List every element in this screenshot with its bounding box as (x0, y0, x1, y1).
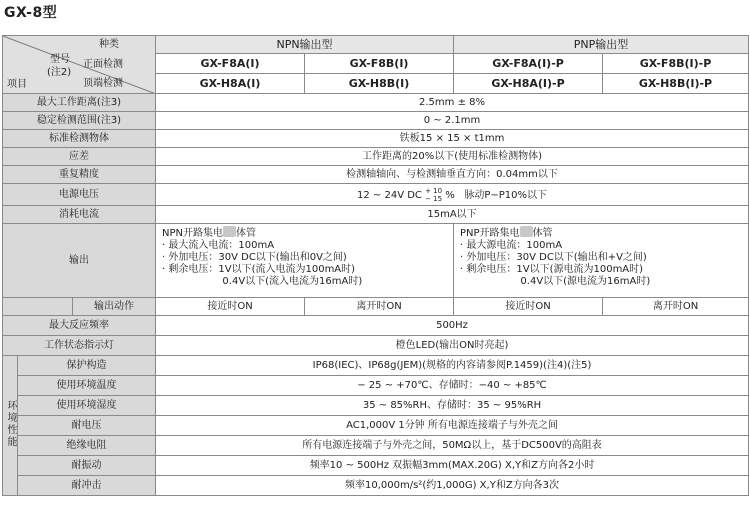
env-label-3: 使用环境湿度 (18, 396, 156, 416)
top-model-4: GX-H8B(I)-P (603, 74, 749, 94)
env-label-4: 耐电压 (18, 416, 156, 436)
current-value: 15mA以下 (156, 206, 749, 224)
pnp-header: PNP输出型 (454, 36, 749, 54)
front-model-1: GX-F8A(I) (156, 54, 305, 74)
env-label-6: 耐振动 (18, 456, 156, 476)
indicator-value: 橙色LED(输出ON时亮起) (156, 336, 749, 356)
top-detect-label: 顶端检测 (83, 78, 123, 89)
repeat-value: 检测轴轴向、与检测轴垂直方向：0.04mm以下 (156, 166, 749, 184)
env-value-7: 频率10,000m/s²(约1,000G) X,Y和Z方向各3次 (156, 476, 749, 496)
top-model-1: GX-H8A(I) (156, 74, 305, 94)
stable-range-value: 0 ~ 2.1mm (156, 112, 749, 130)
hysteresis-value: 工作距离的20%以下(使用标准检测物体) (156, 148, 749, 166)
header-corner (3, 36, 156, 94)
operation-label: 输出动作 (73, 298, 156, 316)
response-value: 500Hz (156, 316, 749, 336)
front-detect-label: 正面检测 (83, 59, 123, 70)
supply-voltage: 12 ~ 24V DC (357, 189, 422, 201)
page-title: GX-8型 (4, 5, 58, 21)
spec-table (2, 35, 749, 496)
model-label: 型号 (50, 54, 70, 65)
item-label: 项目 (7, 79, 27, 90)
env-value-4: AC1,000V 1分钟 所有电源连接端子与外壳之间 (156, 416, 749, 436)
env-label-5: 绝缘电阻 (18, 436, 156, 456)
top-model-2: GX-H8B(I) (305, 74, 454, 94)
hysteresis-label: 应差 (3, 148, 156, 166)
indicator-label: 工作状态指示灯 (3, 336, 156, 356)
supply-tolerance: + 10 − 15 (425, 186, 443, 203)
repeat-label: 重复精度 (3, 166, 156, 184)
env-label-7: 耐冲击 (18, 476, 156, 496)
env-value-5: 所有电源连接端子与外壳之间，50MΩ以上，基于DC500V的高阻表 (156, 436, 749, 456)
env-label-2: 使用环境温度 (18, 376, 156, 396)
env-value-3: 35 ~ 85%RH、存储时：35 ~ 95%RH (156, 396, 749, 416)
npn-header: NPN输出型 (156, 36, 454, 54)
supply-value (156, 184, 749, 206)
note-label: (注2) (47, 67, 72, 78)
operation-value-4: 离开时ON (603, 298, 749, 316)
front-model-2: GX-F8B(I) (305, 54, 454, 74)
operation-value-3: 接近时ON (454, 298, 603, 316)
supply-label: 电源电压 (3, 184, 156, 206)
pnp-output-spec: PNP开路集电 体管 · 最大源电流：100mA · 外加电压：30V DC以下(输出和+V之间) · 剩余电压：1V以下(源电流为100mA时) 0.4V以下(源电流为16mA时) (454, 224, 749, 298)
env-value-2: − 25 ~ +70℃、存储时：−40 ~ +85℃ (156, 376, 749, 396)
kind-label: 种类 (99, 39, 119, 50)
max-distance-label: 最大工作距离(注3) (3, 94, 156, 112)
env-group-label: 环境性能 (3, 356, 18, 496)
blurred-mark (223, 226, 236, 237)
blurred-mark (520, 226, 533, 237)
env-value-1: IP68(IEC)、IP68g(JEM)(规格的内容请参阅P.1459)(注4)(注5) (156, 356, 749, 376)
front-model-4: GX-F8B(I)-P (603, 54, 749, 74)
stable-range-label: 稳定检测范围(注3) (3, 112, 156, 130)
response-label: 最大反应频率 (3, 316, 156, 336)
std-object-label: 标准检测物体 (3, 130, 156, 148)
max-distance-value: 2.5mm ± 8% (156, 94, 749, 112)
env-value-6: 频率10 ~ 500Hz 双振幅3mm(MAX.20G) X,Y和Z方向各2小时 (156, 456, 749, 476)
std-object-value: 铁板15 × 15 × t1mm (156, 130, 749, 148)
front-model-3: GX-F8A(I)-P (454, 54, 603, 74)
operation-value-1: 接近时ON (156, 298, 305, 316)
top-model-3: GX-H8A(I)-P (454, 74, 603, 94)
output-label: 输出 (3, 224, 156, 298)
operation-value-2: 离开时ON (305, 298, 454, 316)
output-indent-cell (3, 298, 73, 316)
npn-output-spec: NPN开路集电 体管 · 最大流入电流：100mA · 外加电压：30V DC以下(输出和0V之间) · 剩余电压：1V以下(流入电流为100mA时) 0.4V以下(流入电流为16mA时) (156, 224, 454, 298)
current-label: 消耗电流 (3, 206, 156, 224)
supply-ripple: % 脉动P−P10%以下 (445, 189, 547, 201)
env-label-1: 保护构造 (18, 356, 156, 376)
